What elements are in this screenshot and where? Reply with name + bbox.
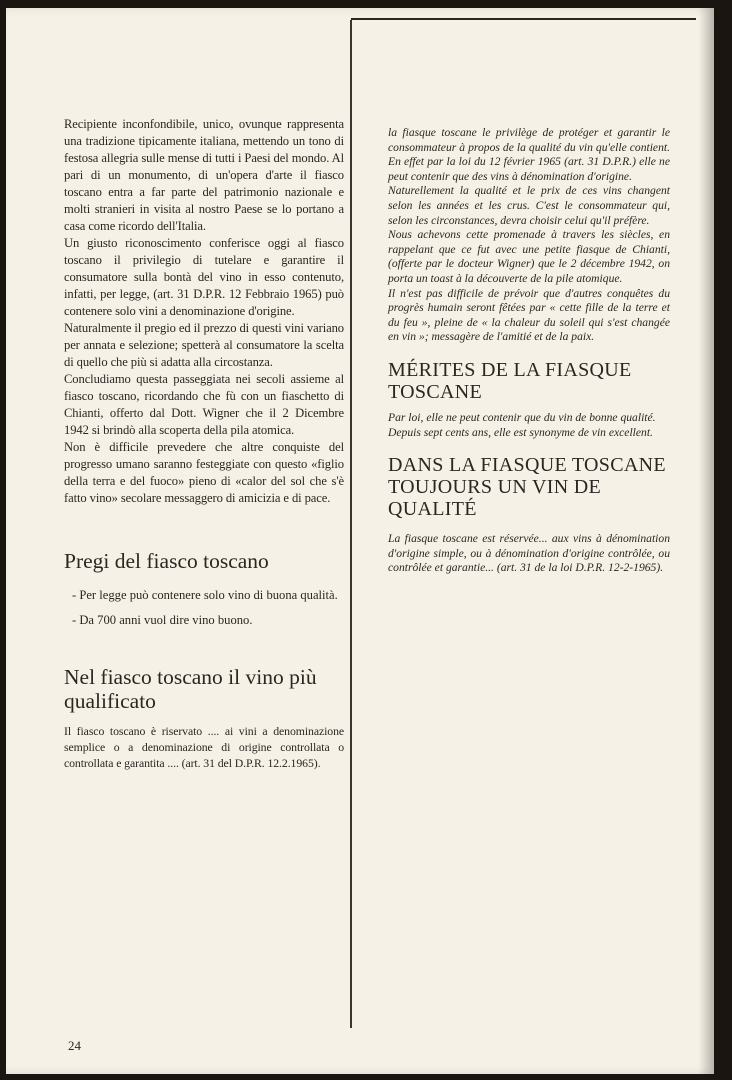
italian-paragraph: Concludiamo questa passeggiata nei secoli assieme al fiasco toscano, ricordando che fù con un fiaschetto di Chianti, offerto dal Dott. Wigner che il 2 Dicembre 1942 si brindò alla scoperta della pila atomica. xyxy=(64,372,344,437)
heading-qualificato: Nel fiasco toscano il vino più qualificato xyxy=(64,665,317,713)
bullet-item: - Per legge può contenere solo vino di buona qualità. xyxy=(72,588,338,602)
bullet-item: - Da 700 anni vuol dire vino buono. xyxy=(72,613,253,627)
italian-closing-paragraph: Il fiasco toscano è riservato .... ai vini a denominazione semplice o a denominazione di origine controllata o controllata e garantita .... (art. 31 del D.P.R. 12.2.1965). xyxy=(64,724,344,770)
italian-column xyxy=(64,116,344,771)
french-paragraph: Naturellement la qualité et le prix de ces vins changent selon les années et les crus. C'est le consommateur qui, selon les circonstances, devra choisir celui qu'il préfère. xyxy=(388,184,670,227)
italian-paragraph: Non è difficile prevedere che altre conquiste del progresso umano saranno festeggiate con questo «figlio della terra e del fuoco» pieno di «calor del sol che s'è fatto vino» secolare messaggero di amicizia e di pace. xyxy=(64,440,344,505)
heading-pregi: Pregi del fiasco toscano xyxy=(64,549,269,573)
top-rule xyxy=(351,18,696,20)
french-paragraph: Nous achevons cette promenade à travers les siècles, en rappelant que ce fut avec une petite fiasque de Chianti, (offerte par le docteur Wigner) que le 2 décembre 1942, on porta un toast à la découverte de la pile atomique. xyxy=(388,228,670,285)
page-gutter-shadow xyxy=(698,8,714,1074)
italian-paragraph: Recipiente inconfondibile, unico, ovunque rappresenta una tradizione tipicamente italiana, mettendo un tono di festosa allegria sulle mense di tutti i Paesi del mondo. Al pari di un monumento, di un'opera d'arte il fiasco toscano entra a far parte del patrimonio nazionale e molti stranieri in visita al nostro Paese se lo portano a casa come ricordo dell'Italia. xyxy=(64,117,344,233)
merites-line: Depuis sept cents ans, elle est synonyme de vin excellent. xyxy=(388,425,653,439)
french-column xyxy=(388,126,670,576)
page-number: 24 xyxy=(68,1038,81,1053)
french-closing-paragraph: La fiasque toscane est réservée... aux vins à dénomination d'origine simple, ou à dénomination d'origine contrôlée, ou contrôlée et garantie... (art. 31 de la loi D.P.R. 12-2-1965). xyxy=(388,532,670,575)
italian-paragraph: Naturalmente il pregio ed il prezzo di questi vini variano per annata e selezione; spetterà al consumatore la scelta di quello che più si adatta alla circostanza. xyxy=(64,321,344,369)
french-paragraph: la fiasque toscane le privilège de protéger et garantir le consommateur à propos de la qualité du vin qu'elle contient. En effet par la loi du 12 février 1965 (art. 31 D.P.R.) elle ne peut contenir que des vins à dénomination d'origine. xyxy=(388,126,670,183)
italian-paragraph: Un giusto riconoscimento conferisce oggi al fiasco toscano il privilegio di tutelare e garantire il consumatore sulla bontà del vino in esso contenuto, infatti, per legge, (art. 31 D.P.R. 12 Febbraio 1965) può contenere solo vini a denominazione d'origine. xyxy=(64,236,344,318)
french-paragraph: Il n'est pas difficile de prévoir que d'autres conquêtes du progrès humain seront fêtées par « cette fille de la terre et du feu », pleine de « la chaleur du soleil qui s'est changée en vin »; messagère de l'amitié et de la paix. xyxy=(388,286,670,344)
merites-line: Par loi, elle ne peut contenir que du vin de bonne qualité. xyxy=(388,410,656,424)
column-divider xyxy=(350,20,352,1028)
heading-merites: MÉRITES DE LA FIASQUE TOSCANE xyxy=(388,358,632,403)
heading-qualite: DANS LA FIASQUE TOSCANE TOUJOURS UN VIN DE QUALITÉ xyxy=(388,454,666,521)
book-page xyxy=(6,8,714,1074)
